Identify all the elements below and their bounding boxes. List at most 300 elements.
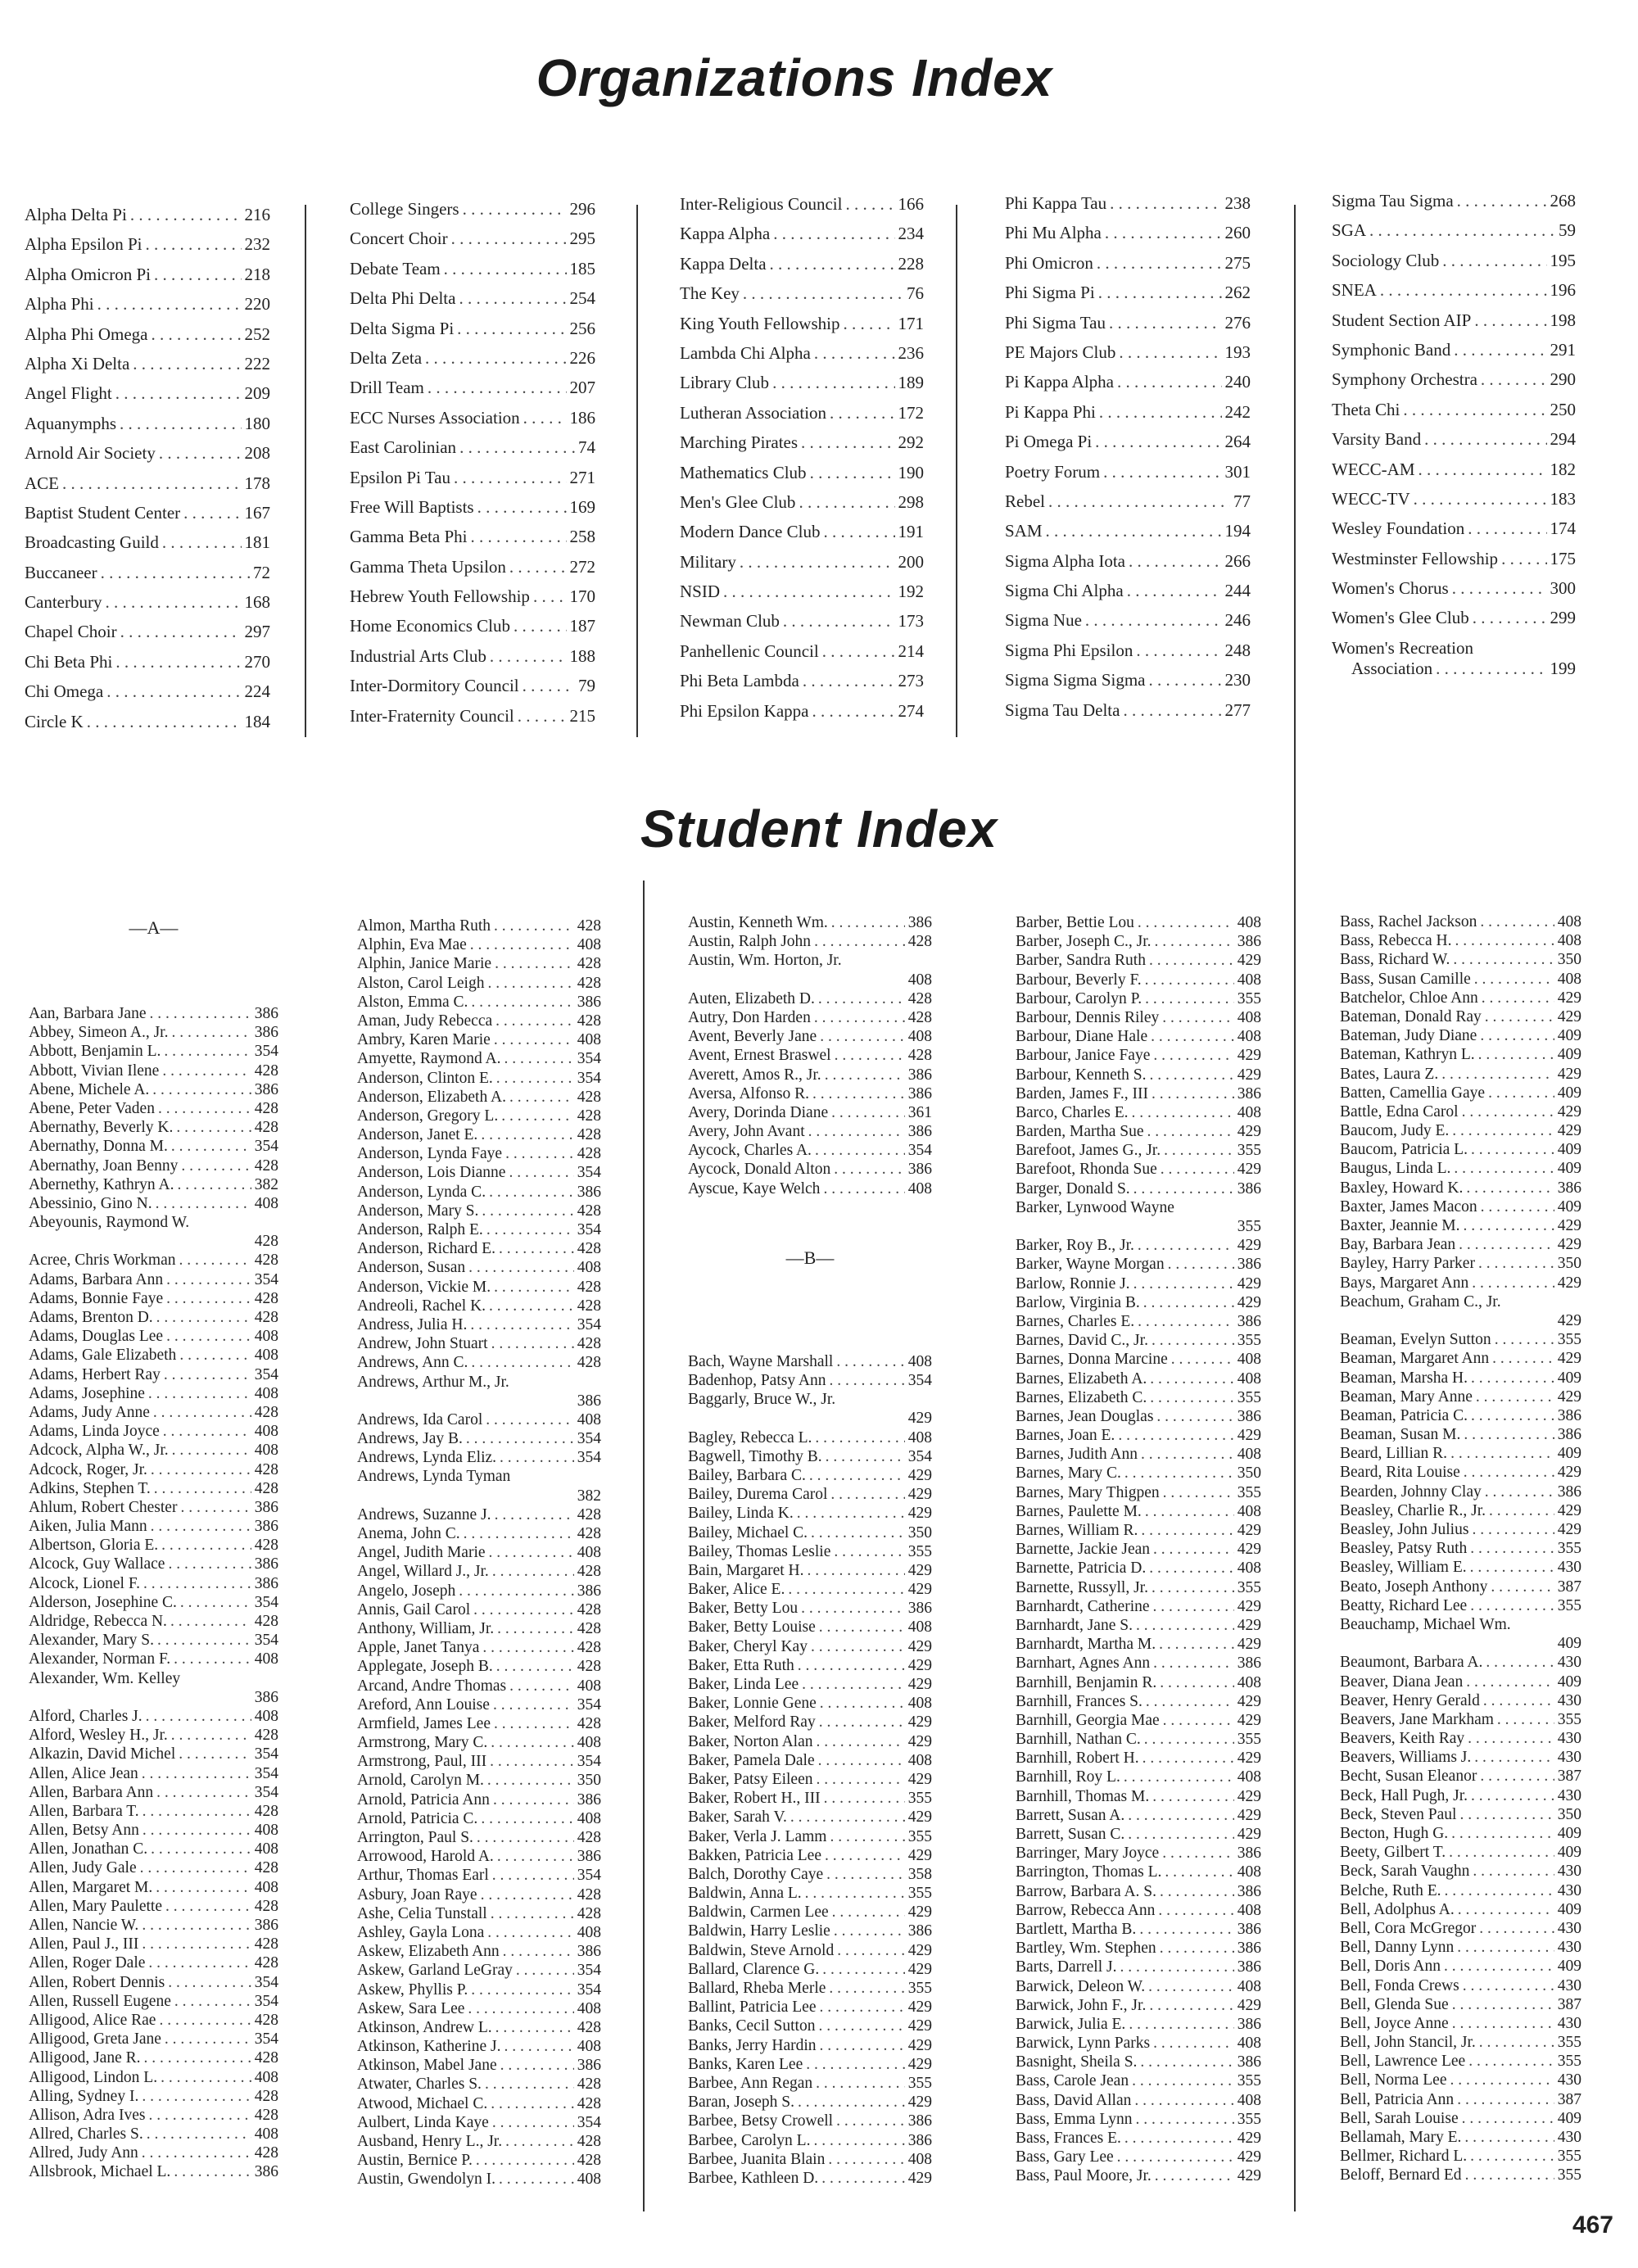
dot-leader [1138, 1236, 1234, 1255]
entry-page: 350 [577, 1772, 601, 1790]
index-entry [1340, 1995, 1581, 2014]
entry-page: 386 [1237, 2053, 1261, 2071]
index-entry [29, 1460, 278, 1479]
entry-page: 386 [254, 1005, 278, 1022]
entry-page: 409 [1557, 1141, 1581, 1159]
index-entry [688, 1922, 932, 1940]
dot-leader [830, 403, 894, 423]
entry-name: Hebrew Youth Fellowship [350, 586, 530, 607]
entry-name: Barbee, Kathleen D. [688, 2169, 819, 2187]
entry-name: Allsbrook, Michael L. [29, 2163, 171, 2181]
entry-name: Baker, Sarah V. [688, 1809, 787, 1827]
entry-name: Andrews, Suzanne J. [357, 1505, 491, 1523]
entry-page: 408 [577, 1734, 601, 1752]
entry-page: 358 [907, 1865, 932, 1883]
index-entry [688, 951, 932, 989]
entry-name: Women's Chorus [1332, 578, 1449, 599]
entry-page: 190 [898, 462, 924, 482]
entry-page: 355 [1557, 1596, 1581, 1614]
index-entry [1016, 2129, 1261, 2148]
entry-name: Bass, Rebecca H. [1340, 932, 1452, 950]
index-entry [357, 2170, 601, 2189]
entry-page: 386 [254, 1917, 278, 1935]
dot-leader [491, 2094, 574, 2113]
dot-leader [168, 1555, 251, 1573]
entry-name: Barnette, Patricia D. [1016, 1560, 1147, 1578]
dot-leader [1424, 429, 1546, 450]
index-entry [1005, 670, 1251, 699]
dot-leader [1117, 2148, 1234, 2166]
dot-leader [1150, 1369, 1233, 1388]
dot-leader [1478, 1254, 1554, 1273]
entry-page: 173 [898, 611, 924, 632]
index-entry [1016, 1236, 1261, 1255]
entry-page: 354 [254, 2030, 278, 2048]
dot-leader [1497, 1710, 1554, 1729]
entry-name: Beavers, Keith Ray [1340, 1730, 1465, 1748]
entry-page: 429 [1237, 1692, 1261, 1710]
index-entry [25, 414, 270, 443]
index-entry [357, 2037, 601, 2056]
entry-name: Aiken, Julia Mann [29, 1518, 147, 1536]
index-entry [357, 1866, 601, 1885]
entry-page: 207 [569, 378, 595, 398]
index-entry [1340, 1007, 1581, 1026]
entry-page: 408 [907, 1028, 932, 1046]
entry-name: Allred, Charles S. [29, 2125, 143, 2144]
entry-page: 409 [1557, 1046, 1581, 1064]
dot-leader [166, 1327, 251, 1346]
dot-leader [151, 1517, 251, 1536]
dot-leader [1466, 1673, 1554, 1691]
index-entry [357, 1904, 601, 1923]
index-entry [1332, 608, 1576, 637]
entry-name: Beaver, Diana Jean [1340, 1673, 1464, 1691]
entry-name: Barco, Charles E. [1016, 1103, 1129, 1121]
dot-leader [459, 288, 566, 309]
entry-page: 408 [1557, 970, 1581, 988]
index-column [688, 913, 932, 2188]
dot-leader [1444, 1881, 1554, 1900]
dot-leader [165, 1897, 251, 1916]
index-entry [1016, 1046, 1261, 1065]
entry-page: 409 [1557, 1369, 1581, 1387]
entry-name: Baxter, Jeannie M. [1340, 1217, 1460, 1234]
index-entry [688, 2112, 932, 2130]
entry-name: Baugus, Linda L. [1340, 1160, 1451, 1178]
entry-name: Apple, Janet Tanya [357, 1639, 480, 1657]
index-entry [688, 2150, 932, 2169]
entry-name: Barrett, Susan A. [1016, 1806, 1125, 1824]
index-entry [680, 492, 924, 522]
entry-name: Baldwin, Carmen Lee [688, 1904, 829, 1922]
index-entry [350, 468, 595, 497]
entry-name: Barbour, Beverly F. [1016, 971, 1142, 989]
entry-name: Abessinio, Gino N. [29, 1194, 152, 1212]
entry-name: Broadcasting Guild [25, 532, 159, 553]
entry-name: Symphony Orchestra [1332, 369, 1477, 390]
entry-page: 354 [577, 1221, 601, 1238]
index-entry [1016, 1806, 1261, 1825]
entry-name: Delta Sigma Pi [350, 318, 455, 338]
entry-page: 350 [1557, 1255, 1581, 1273]
entry-page: 242 [1224, 401, 1251, 422]
index-entry [350, 348, 595, 378]
index-entry [357, 2132, 601, 2151]
entry-page: 408 [254, 1840, 278, 1858]
entry-page: 382 [254, 1175, 278, 1193]
entry-name: Phi Sigma Tau [1005, 312, 1106, 333]
dot-leader [1110, 193, 1221, 214]
entry-page: 429 [1237, 1541, 1261, 1559]
entry-page: 386 [907, 2112, 932, 2130]
dot-leader [509, 557, 567, 577]
dot-leader [470, 935, 574, 954]
entry-page: 428 [907, 1008, 932, 1026]
entry-page: 386 [1557, 1426, 1581, 1444]
entry-name: Barnhill, Georgia Mae [1016, 1711, 1160, 1729]
index-entry [25, 652, 270, 681]
entry-page: 386 [254, 1024, 278, 1042]
index-entry [1340, 1729, 1581, 1748]
index-entry [29, 1004, 278, 1023]
index-entry [357, 1543, 601, 1562]
entry-page: 429 [1237, 1616, 1261, 1634]
entry-name: Battle, Edna Carol [1340, 1102, 1459, 1120]
entry-page: 297 [244, 622, 270, 642]
entry-page: 354 [907, 1447, 932, 1465]
index-entry [1016, 1958, 1261, 1976]
index-entry [350, 437, 595, 467]
dot-leader [1481, 1197, 1554, 1216]
entry-page: 428 [254, 2087, 278, 2105]
dot-leader [1129, 2015, 1233, 2034]
entry-page: 428 [254, 1309, 278, 1327]
entry-page: 387 [1557, 1768, 1581, 1786]
index-entry [29, 1631, 278, 1650]
dot-leader [120, 622, 242, 642]
index-entry [29, 1650, 278, 1668]
entry-page: 386 [1237, 1312, 1261, 1330]
entry-name: Anderson, Clinton E. [357, 1069, 493, 1087]
dot-leader [115, 383, 242, 404]
entry-name: Inter-Dormitory Council [350, 676, 519, 696]
entry-page: 386 [1237, 1845, 1261, 1863]
index-entry [1016, 1692, 1261, 1711]
index-entry [1340, 1824, 1581, 1843]
dot-leader [152, 1080, 251, 1099]
index-entry [357, 1202, 601, 1220]
dot-leader [156, 1308, 251, 1327]
index-entry [1340, 2166, 1581, 2184]
entry-name: King Youth Fellowship [680, 313, 840, 333]
entry-page: 408 [907, 1695, 932, 1713]
index-entry [1340, 1710, 1581, 1729]
index-entry [1016, 2091, 1261, 2110]
index-entry [688, 1675, 932, 1694]
index-entry [1340, 1805, 1581, 1824]
dot-leader [1464, 1425, 1554, 1444]
entry-name: Andrews, Ann C. [357, 1354, 468, 1372]
entry-page: 386 [577, 1848, 601, 1866]
index-entry [1005, 402, 1251, 432]
entry-name: Bass, David Allan [1016, 2091, 1132, 2109]
entry-name: Barbour, Dennis Riley [1016, 1008, 1160, 1026]
entry-name: Armstrong, Mary C. [357, 1734, 488, 1752]
entry-name: Barnes, Charles E. [1016, 1312, 1135, 1330]
dot-leader [165, 2030, 251, 2048]
entry-page: 386 [907, 1066, 932, 1084]
index-column [1016, 913, 1261, 2186]
index-entry [688, 1713, 932, 1732]
entry-name: Poetry Forum [1005, 461, 1101, 482]
entry-name: Beauchamp, Michael Wm. [1340, 1615, 1511, 1633]
entry-page: 408 [254, 2068, 278, 2086]
entry-page: 428 [254, 2144, 278, 2162]
dot-leader [523, 676, 575, 696]
entry-name: Bailey, Michael C. [688, 1523, 808, 1541]
entry-page: 355 [1557, 1710, 1581, 1728]
dot-leader [801, 1599, 905, 1618]
dot-leader [1124, 1464, 1234, 1483]
dot-leader [803, 671, 895, 691]
entry-name: Phi Kappa Tau [1005, 193, 1107, 213]
dot-leader [1380, 280, 1547, 301]
dot-leader [509, 1677, 574, 1695]
entry-name: Batchelor, Chloe Ann [1340, 989, 1478, 1007]
entry-name: Theta Chi [1332, 399, 1400, 419]
index-entry [688, 1903, 932, 1922]
entry-name: Alpha Omicron Pi [25, 264, 151, 284]
index-entry [29, 1327, 278, 1346]
entry-name: Adams, Herbert Ray [29, 1365, 161, 1383]
entry-page: 429 [1237, 1274, 1261, 1292]
entry-page: 386 [1557, 1483, 1581, 1501]
index-entry [1340, 1501, 1581, 1520]
entry-name: Bell, Adolphus A. [1340, 1900, 1455, 1918]
entry-page: 408 [577, 1677, 601, 1695]
entry-name: Ahlum, Robert Chester [29, 1498, 178, 1516]
entry-page: 408 [1237, 1369, 1261, 1388]
dot-leader [826, 1865, 905, 1884]
dot-leader [477, 1828, 574, 1847]
dot-leader [1480, 1767, 1554, 1786]
entry-name: Arnold, Patricia C. [357, 1809, 478, 1827]
dot-leader [1118, 1426, 1233, 1445]
dot-leader [1161, 1160, 1234, 1179]
entry-name: Bell, Fonda Crews [1340, 1976, 1459, 1994]
entry-name: Sigma Alpha Iota [1005, 550, 1125, 571]
dot-leader [837, 1941, 905, 1960]
index-entry [357, 1144, 601, 1163]
index-entry [1005, 641, 1251, 670]
entry-page: 408 [254, 1650, 278, 1668]
dot-leader [811, 1637, 905, 1656]
index-entry [1016, 1312, 1261, 1331]
index-entry [1340, 1444, 1581, 1463]
entry-page: 430 [1557, 1939, 1581, 1957]
entry-page: 429 [1557, 1388, 1581, 1406]
entry-page: 429 [1557, 1007, 1581, 1025]
entry-page: 354 [254, 1992, 278, 2010]
entry-page: 166 [898, 194, 924, 214]
index-entry [29, 1992, 278, 2011]
index-entry [1005, 491, 1251, 521]
index-entry [1340, 1406, 1581, 1425]
index-entry [688, 1122, 932, 1141]
entry-page: 428 [577, 1088, 601, 1106]
dot-leader [1492, 1349, 1554, 1368]
entry-page: 224 [244, 681, 270, 702]
index-entry [25, 712, 270, 741]
entry-page: 354 [577, 1430, 601, 1448]
entry-name: Beavers, Williams J. [1340, 1749, 1472, 1767]
index-entry [29, 1403, 278, 1422]
entry-name: Lambda Chi Alpha [680, 342, 811, 363]
entry-name: Alexander, Norman F. [29, 1650, 171, 1668]
dot-leader [156, 1878, 251, 1897]
index-entry [357, 1981, 601, 1999]
index-entry [350, 527, 595, 556]
dot-leader [845, 194, 894, 215]
entry-page: 429 [907, 1941, 932, 1959]
index-entry [1340, 1065, 1581, 1084]
dot-leader [1472, 1274, 1554, 1292]
entry-page: 428 [254, 1099, 278, 1117]
index-entry [1016, 1179, 1261, 1198]
entry-name: Baker, Verla J. Lamm [688, 1827, 827, 1845]
entry-page: 222 [244, 353, 270, 373]
entry-page: 291 [1550, 339, 1576, 360]
entry-page: 355 [1237, 2072, 1261, 2090]
entry-name: Gamma Beta Phi [350, 527, 468, 547]
entry-page: 408 [254, 1442, 278, 1460]
entry-name: Baker, Norton Alan [688, 1732, 813, 1750]
entry-page: 354 [254, 1632, 278, 1650]
entry-page: 428 [577, 1563, 601, 1581]
entry-page: 350 [1237, 1464, 1261, 1483]
dot-leader [1471, 1406, 1554, 1425]
letter-heading: —A— [129, 917, 179, 938]
entry-name: Atkinson, Andrew L. [357, 2018, 492, 2036]
dot-leader [1457, 1938, 1554, 1957]
entry-page: 428 [577, 1619, 601, 1637]
entry-name: Beato, Joseph Anthony [1340, 1578, 1488, 1596]
entry-name: Bailey, Linda K. [688, 1505, 794, 1523]
index-entry [29, 1897, 278, 1916]
dot-leader [1120, 1958, 1233, 1976]
entry-name: Baldwin, Harry Leslie [688, 1922, 830, 1940]
entry-page: 408 [577, 2171, 601, 2189]
index-entry [357, 1714, 601, 1733]
index-entry [1332, 191, 1576, 220]
dot-leader [1452, 1995, 1554, 2014]
dot-leader [168, 1973, 251, 1992]
entry-name: Arthur, Thomas Earl [357, 1867, 489, 1885]
entry-page: 409 [1557, 1445, 1581, 1463]
entry-page: 430 [1557, 1976, 1581, 1994]
dot-leader [149, 1004, 251, 1023]
index-entry [688, 1160, 932, 1179]
entry-name: Bateman, Kathryn L. [1340, 1046, 1475, 1064]
entry-page: 275 [1224, 252, 1251, 273]
index-entry [1016, 2015, 1261, 2034]
dot-leader [492, 1866, 574, 1885]
entry-page: 386 [254, 1498, 278, 1516]
entry-name: Applegate, Joseph B. [357, 1658, 493, 1676]
index-entry [29, 1726, 278, 1745]
entry-name: Andrews, Lynda Eliz. [357, 1449, 497, 1467]
entry-name: Austin, Bernice P. [357, 2152, 473, 2170]
dot-leader [820, 2036, 905, 2055]
index-entry [688, 1561, 932, 1580]
dot-leader [485, 2075, 574, 2094]
entry-page: 408 [1237, 1028, 1261, 1046]
index-entry [357, 1410, 601, 1429]
entry-name: Autry, Don Harden [688, 1008, 811, 1026]
index-entry [688, 989, 932, 1008]
dot-leader [822, 641, 895, 662]
index-entry [357, 2056, 601, 2075]
entry-name: Barwick, Julia E. [1016, 2015, 1126, 2033]
index-entry [29, 2048, 278, 2067]
entry-name: Ballard, Clarence G. [688, 1960, 820, 1978]
dot-leader [495, 1012, 574, 1030]
entry-name: Baker, Alice E. [688, 1581, 785, 1599]
entry-page: 428 [577, 2018, 601, 2036]
entry-name: Becton, Hugh G. [1340, 1825, 1449, 1843]
entry-page: 428 [577, 2076, 601, 2094]
index-entry [688, 1751, 932, 1770]
entry-page: 194 [1224, 521, 1251, 541]
entry-page: 290 [1550, 369, 1576, 390]
dot-leader [489, 1183, 574, 1202]
dot-leader [1098, 283, 1222, 303]
entry-name: Bass, Frances E. [1016, 2130, 1121, 2148]
dot-leader [743, 283, 903, 304]
dot-leader [482, 1202, 573, 1220]
entry-name: Anderson, Janet E. [357, 1126, 478, 1144]
entry-name: Barlow, Virginia B. [1016, 1293, 1140, 1311]
entry-page: 193 [1224, 342, 1251, 362]
entry-page: 408 [577, 936, 601, 954]
entry-name: Beavers, Jane Markham [1340, 1710, 1494, 1728]
index-entry [29, 1289, 278, 1308]
dot-leader [491, 1904, 574, 1923]
index-entry [350, 557, 595, 586]
index-entry [680, 463, 924, 492]
entry-name: Aulbert, Linda Kaye [357, 2113, 489, 2131]
dot-leader [156, 1194, 251, 1213]
index-entry [357, 917, 601, 935]
dot-leader [1463, 1976, 1554, 1995]
entry-page: 428 [907, 989, 932, 1007]
dot-leader [1132, 1103, 1234, 1122]
entry-page: 429 [1237, 1161, 1261, 1179]
entry-page: 409 [1557, 1027, 1581, 1045]
entry-name: Circle K [25, 711, 84, 731]
entry-name: The Key [680, 283, 740, 304]
dot-leader [87, 712, 242, 732]
index-entry [1332, 310, 1576, 340]
dot-leader [1436, 659, 1546, 679]
dot-leader [1454, 340, 1546, 360]
index-entry [1340, 2071, 1581, 2089]
entry-page: 386 [907, 1084, 932, 1102]
index-entry [688, 1656, 932, 1675]
entry-name: Military [680, 551, 736, 572]
entry-page: 428 [577, 2133, 601, 2151]
